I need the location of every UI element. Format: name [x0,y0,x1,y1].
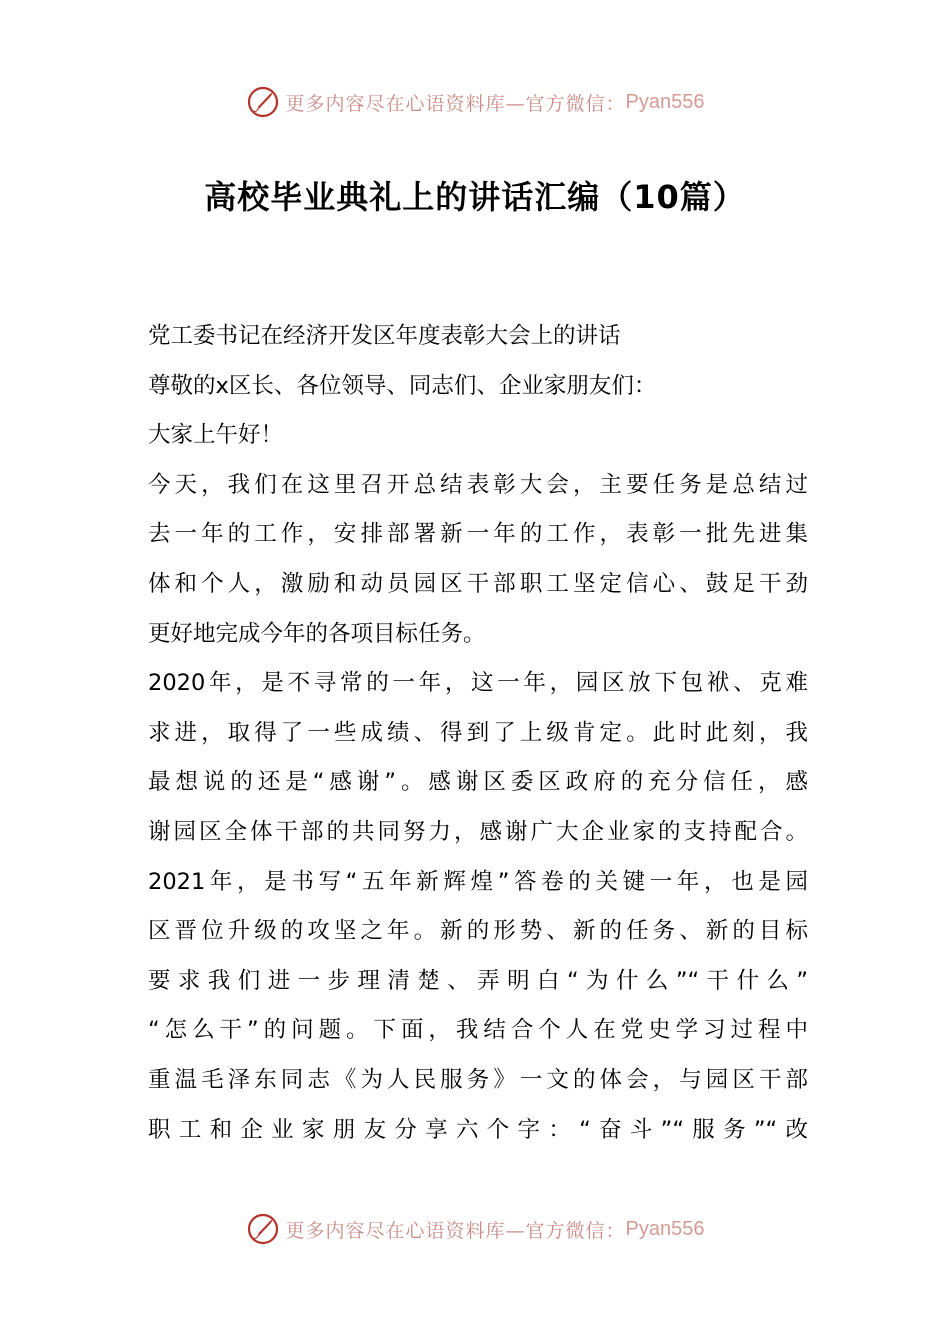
body-line: 要求我们进一步理清楚、弄明白“为什么”“干什么” [148,967,808,994]
quill-logo-icon [246,1212,280,1246]
body-line: 尊敬的x区长、各位领导、同志们、企业家朋友们： [148,372,657,399]
site-name-text: 更多内容尽在心语资料库— [285,92,526,115]
body-line: 谢园区全体干部的共同努力，感谢广大企业家的支持配合。 [148,818,808,845]
site-name-text: 更多内容尽在心语资料库— [285,1219,526,1242]
wechat-label: 官方微信： [525,1219,626,1242]
body-line: 2021年，是书写“五年新辉煌”答卷的关键一年，也是园 [148,868,808,895]
body-line: 更好地完成今年的各项目标任务。 [148,620,486,647]
footer-watermark-banner [0,1209,950,1249]
wechat-label: 官方微信： [525,92,626,115]
body-line: 大家上午好！ [148,422,284,449]
document-body [148,312,808,1155]
document-title: 高校毕业典礼上的讲话汇编（10篇） [204,178,746,216]
body-line: “怎么干”的问题。下面，我结合个人在党史学习过程中 [148,1017,808,1044]
body-line: 党工委书记在经济开发区年度表彰大会上的讲话 [148,323,621,349]
body-line: 重温毛泽东同志《为人民服务》一文的体会，与园区干部 [148,1066,808,1093]
wechat-id: Pyan556 [625,90,705,113]
body-line: 区晋位升级的攻坚之年。新的形势、新的任务、新的目标 [148,918,808,945]
body-line: 职工和企业家朋友分享六个字：“奋斗”“服务”“改 [148,1116,808,1143]
body-line: 求进，取得了一些成绩、得到了上级肯定。此时此刻，我 [148,719,808,746]
wechat-id: Pyan556 [625,1217,705,1240]
body-line: 体和个人，激励和动员园区干部职工坚定信心、鼓足干劲 [148,570,808,597]
body-line: 今天，我们在这里召开总结表彰大会，主要任务是总结过 [148,471,808,498]
body-line: 去一年的工作，安排部署新一年的工作，表彰一批先进集 [148,521,808,548]
body-line: 最想说的还是“感谢”。感谢区委区政府的充分信任，感 [148,769,808,796]
body-line: 2020年，是不寻常的一年，这一年，园区放下包袱、克难 [148,670,808,697]
header-watermark-banner [0,82,950,122]
quill-logo-icon [246,85,280,119]
